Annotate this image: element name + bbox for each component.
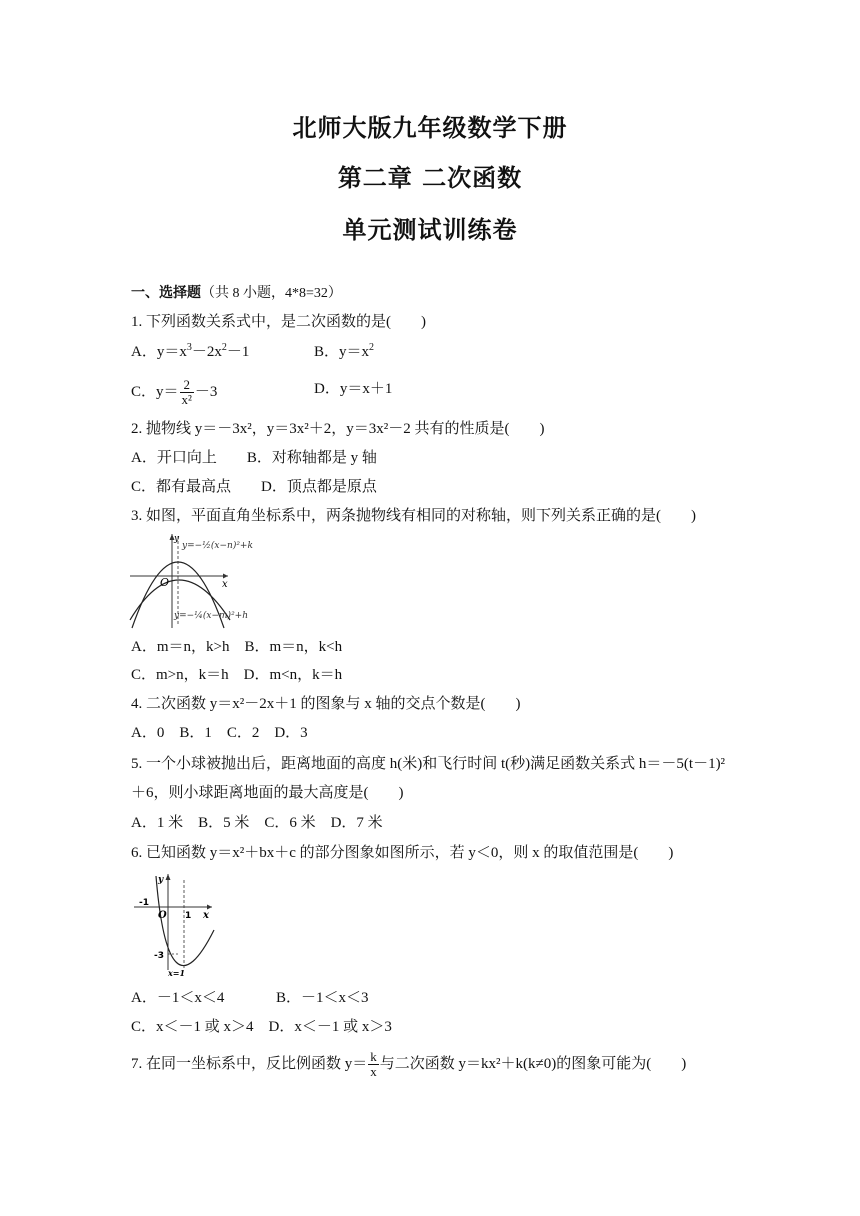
q1-stem: 1. 下列函数关系式中，是二次函数的是( ) xyxy=(131,314,426,330)
q6-option-a: A．－1＜x＜4 xyxy=(131,990,225,1006)
q1-option-c: C．y＝ $\frac{2}{\text{x²}}$ －3 xyxy=(131,377,218,407)
q3-y-label: y xyxy=(174,534,180,544)
q2-options-cd: C．都有最高点 D．顶点都是原点 xyxy=(131,479,377,495)
q3-x-label: x xyxy=(222,579,228,590)
q3-stem: 3. 如图，平面直角坐标系中，两条抛物线有相同的对称轴，则下列关系正确的是( ) xyxy=(131,508,696,524)
q6-minus-one-label: -1 xyxy=(139,898,149,908)
q6-option-b: B．－1＜x＜3 xyxy=(276,990,369,1006)
q5-stem-line1: 5. 一个小球被抛出后，距离地面的高度 h(米)和飞行时间 t(秒)满足函数关系式 h＝－5(t－1)² xyxy=(131,756,726,772)
section-label: 一、选择题 xyxy=(131,285,201,301)
q7-fraction: $\frac{k}{x}$ xyxy=(370,1049,377,1079)
q1-option-a: A．$y=x^3-2x^2-1$ xyxy=(131,342,250,360)
q6-x-arrow xyxy=(207,905,212,910)
chapter-title: 第二章 二次函数 xyxy=(337,164,523,192)
q6-x-label: x xyxy=(203,910,209,921)
q1-fraction: $\frac{2}{\text{x²}}$ xyxy=(181,377,192,407)
q6-y-arrow xyxy=(166,874,171,880)
q3-curve-label-top: y=−½(x−n)²+k xyxy=(182,541,253,551)
document-title: 北师大版九年级数学下册 xyxy=(292,114,568,142)
section-heading xyxy=(131,283,342,304)
q3-x-arrow xyxy=(223,574,228,579)
q6-parabola-figure xyxy=(130,870,220,980)
section-note: （共 8 小题，4*8=32） xyxy=(201,286,342,301)
q4-options: A．0 B．1 C．2 D．3 xyxy=(131,725,308,741)
test-title: 单元测试训练卷 xyxy=(342,216,518,244)
q6-one-label: 1 xyxy=(185,911,192,921)
q3-options-cd: C．m>n，k＝h D．m<n，k＝h xyxy=(131,667,343,683)
q5-stem-line2: ＋6，则小球距离地面的最大高度是( ) xyxy=(131,785,404,801)
q3-origin-label: O xyxy=(160,576,170,589)
q3-options-ab: A．m＝n，k>h B．m＝n，k<h xyxy=(131,639,343,655)
q6-axis-label: x=1 xyxy=(168,968,186,978)
q4-stem: 4. 二次函数 y＝x²－2x＋1 的图象与 x 轴的交点个数是( ) xyxy=(131,696,521,712)
q1-option-b: B．$y=x^2$ xyxy=(314,342,375,360)
q2-options-ab: A．开口向上 B．对称轴都是 y 轴 xyxy=(131,450,377,466)
q2-stem: 2. 抛物线 y＝－3x²，y＝3x²＋2，y＝3x²－2 共有的性质是( ) xyxy=(131,421,545,437)
q6-y-label: y xyxy=(158,875,164,885)
q6-minus-three-label: -3 xyxy=(154,951,164,961)
q7-stem: 7. 在同一坐标系中，反比例函数 y＝ $\frac{k}{x}$ 与二次函数 y＝kx²＋k(k≠0)的图象可能为( ) xyxy=(131,1049,687,1079)
q6-stem: 6. 已知函数 y＝x²＋bx＋c 的部分图象如图所示，若 y＜0，则 x 的取值范围是( ) xyxy=(131,845,674,861)
q6-origin-label: O xyxy=(158,910,167,921)
q3-parabola-figure xyxy=(128,532,268,632)
q3-curve-label-bottom: y=−¼(x−m)²+h xyxy=(174,611,249,621)
q6-options-cd: C．x＜－1 或 x＞4 D．x＜－1 或 x＞3 xyxy=(131,1019,392,1035)
q5-options: A．1 米 B．5 米 C．6 米 D．7 米 xyxy=(131,815,383,831)
q1-option-d: D．y＝x＋1 xyxy=(314,381,393,397)
